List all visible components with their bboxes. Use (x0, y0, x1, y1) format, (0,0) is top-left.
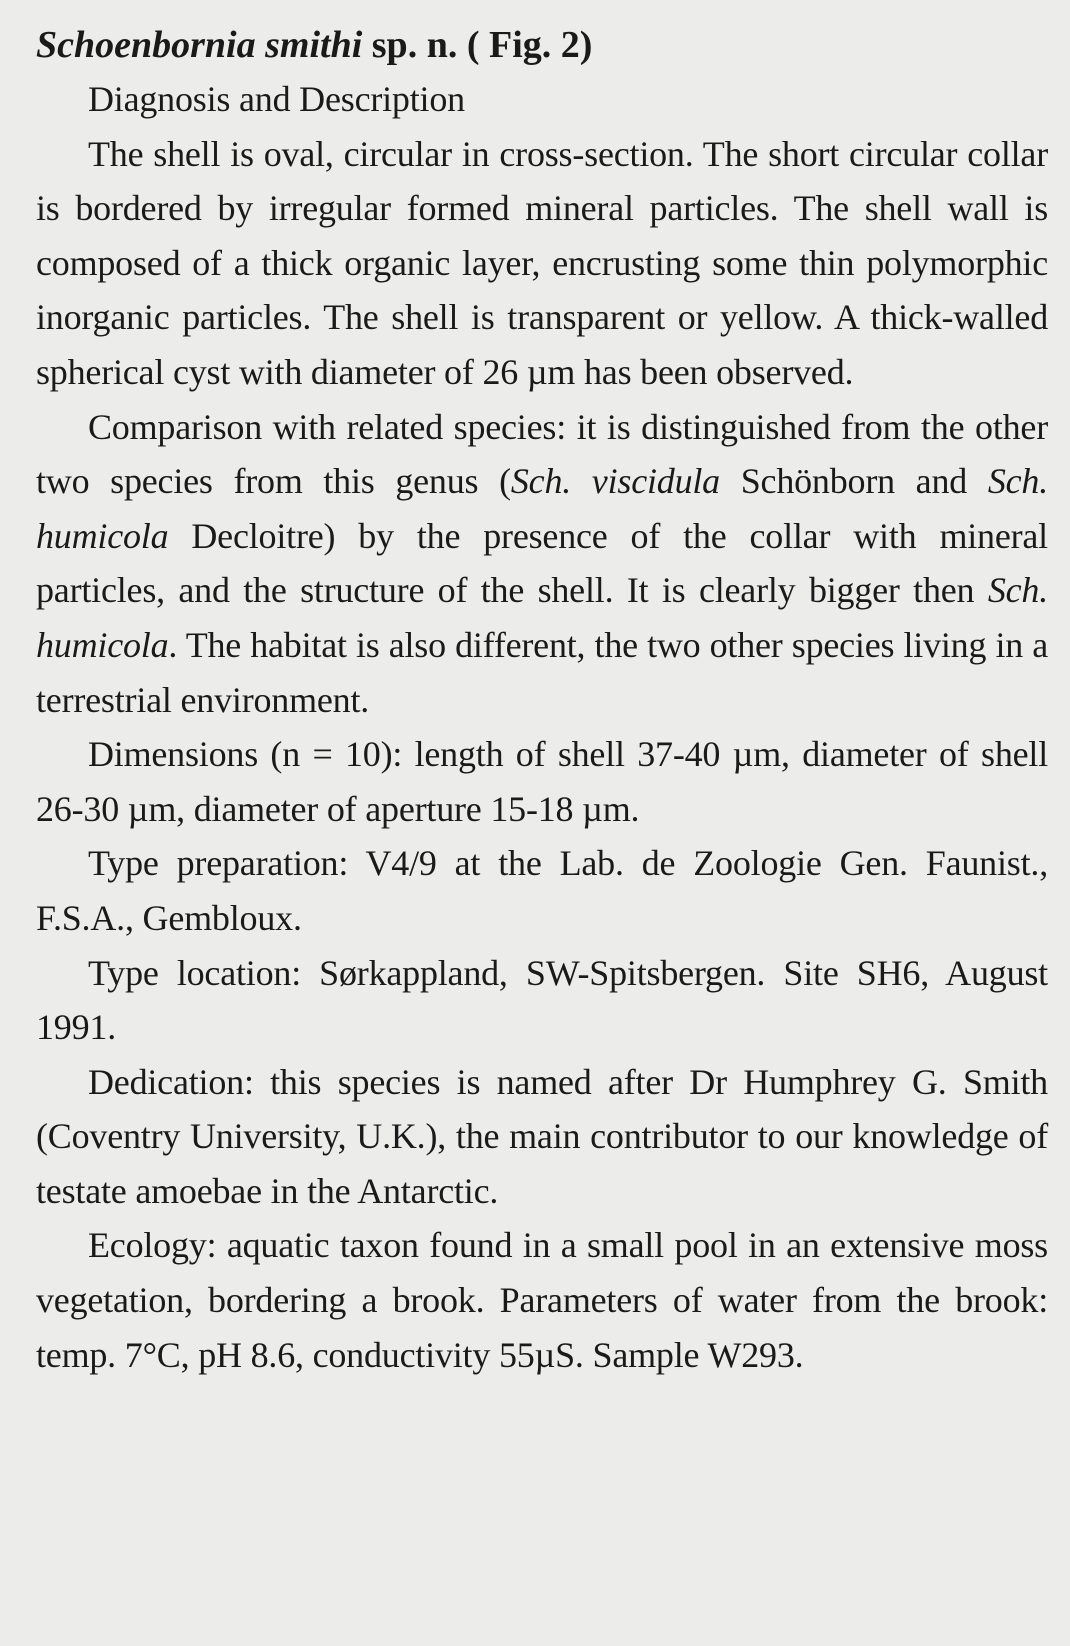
comparison-paragraph (36, 400, 1048, 728)
comparison-text-2: Schönborn and (719, 461, 988, 502)
dedication-paragraph: Dedication: this species is named after Dr Humphrey G. Smith (Coventry University, U.K.), the main contributor to our knowledge of testate amoebae in the Antarctic. (36, 1061, 1048, 1211)
comparison-text-4: . The habitat is also different, the two other species living in a terrestrial environment. (36, 624, 1048, 720)
comparison-species-2: Sch. humicola (36, 461, 1048, 556)
species-name: Schoenbornia smithi (36, 24, 363, 66)
ecology-paragraph: Ecology: aquatic taxon found in a small pool in an extensive moss vegetation, bordering a brook. Parameters of water from the brook: temp. 7°C, pH 8.6, conductivity 55µS. Sample W293. (36, 1225, 1048, 1375)
comparison-species-1: Sch. viscidula (510, 461, 720, 502)
species-heading (36, 18, 1048, 72)
comparison-species-3: Sch. humicola (36, 570, 1048, 665)
description-paragraph: The shell is oval, circular in cross-section. The short circular collar is bordered by irregular formed mineral particles. The shell wall is composed of a thick organic layer, encrusting some thin polymorphic inorganic particles. The shell is transparent or yellow. A thick-walled spherical cyst with diameter of 26 µm has been observed. (36, 133, 1048, 392)
species-heading-suffix: sp. n. ( Fig. 2) (362, 24, 593, 66)
dimensions-paragraph: Dimensions (n = 10): length of shell 37-40 µm, diameter of shell 26-30 µm, diameter of aperture 15-18 µm. (36, 734, 1048, 829)
section-subheading: Diagnosis and Description (88, 79, 465, 119)
comparison-text-1: Comparison with related species: it is distinguished from the other two species from this genus ( (36, 406, 1048, 502)
show-through-text (1056, 60, 1070, 127)
comparison-text-3: Decloitre) by the presence of the collar with mineral particles, and the structure of the shell. It is clearly bigger then (36, 515, 1048, 611)
type-location-paragraph: Type location: Sørkappland, SW-Spitsbergen. Site SH6, August 1991. (36, 952, 1048, 1048)
article-body (36, 18, 1048, 1382)
type-preparation-paragraph: Type preparation: V4/9 at the Lab. de Zoologie Gen. Faunist., F.S.A., Gembloux. (36, 843, 1048, 938)
